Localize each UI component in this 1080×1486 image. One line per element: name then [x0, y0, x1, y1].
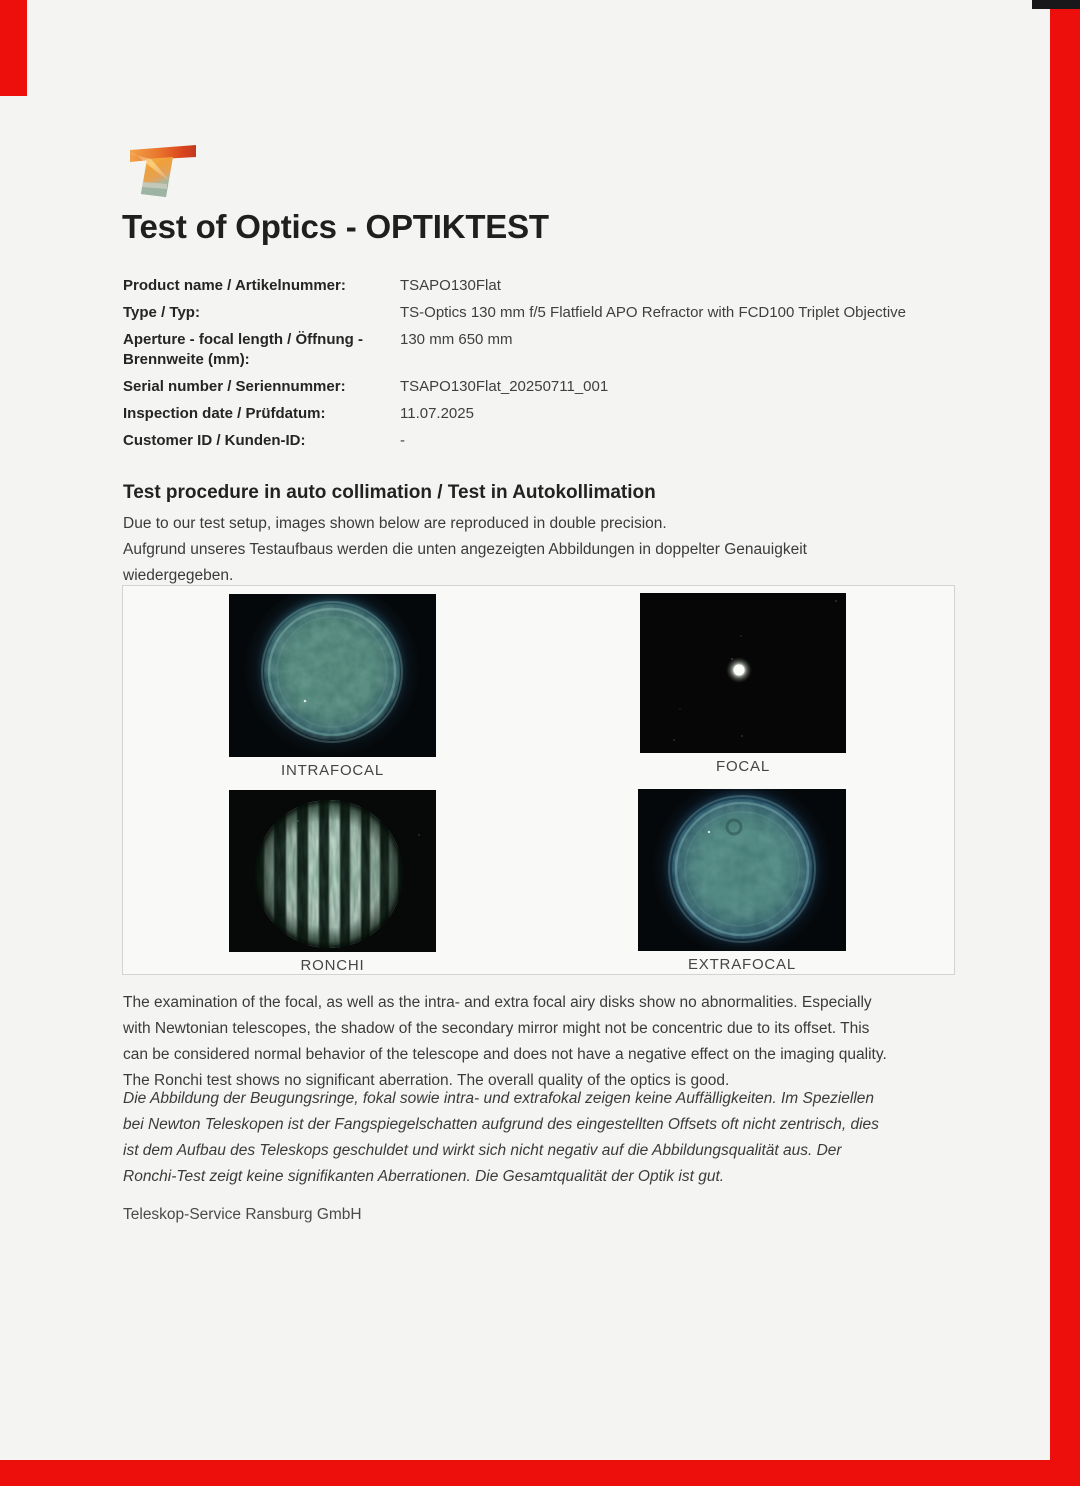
analysis-de-line: ist dem Aufbau des Teleskops geschuldet und wirkt sich nicht negativ auf die Abbildungsqualität aus. Der [123, 1142, 842, 1159]
table-row-value: TSAPO130Flat [400, 277, 501, 294]
focal-photo [640, 593, 846, 753]
intrafocal-label: INTRAFOCAL [280, 762, 384, 779]
table-row-value: TSAPO130Flat_20250711_001 [400, 378, 609, 395]
table-row-label: Type / Typ: [123, 304, 200, 321]
table-row-value: 11.07.2025 [400, 405, 474, 422]
intro-line: Aufgrund unseres Testaufbaus werden die unten angezeigten Abbildungen in doppelter Genauigkeit [123, 541, 807, 558]
product-info-table [123, 276, 958, 451]
scan-edge-right [1050, 0, 1080, 1486]
extrafocal-label: EXTRAFOCAL [687, 956, 797, 973]
analysis-de-line: Die Abbildung der Beugungsringe, fokal sowie intra- und extrafokal zeigen keine Auffälligkeiten. Im Speziellen [123, 1090, 875, 1107]
page-title: Test of Optics - OPTIKTEST [122, 208, 549, 245]
ronchi-label: RONCHI [300, 957, 365, 974]
table-row-label: Product name / Artikelnummer: [123, 277, 346, 294]
ronchi-photo [229, 790, 436, 952]
section-heading: Test procedure in auto collimation / Test in Autokollimation [123, 482, 656, 503]
analysis-de-line: Ronchi-Test zeigt keine signifikanten Aberrationen. Die Gesamtqualität der Optik ist gut. [123, 1168, 725, 1185]
scan-edge-bottom [0, 1460, 1080, 1486]
table-row-label: Aperture - focal length / Öffnung - Brennweite (mm): [123, 331, 363, 368]
table-row-value: TS-Optics 130 mm f/5 Flatfield APO Refractor with FCD100 Triplet Objective [400, 304, 907, 321]
extrafocal-photo [638, 789, 846, 951]
scan-edge-left [0, 0, 27, 96]
extrafocal-figure [638, 789, 846, 973]
analysis-text-de [123, 1086, 955, 1190]
ts-logo-icon [127, 142, 199, 202]
table-row-value: - [400, 432, 405, 449]
company-name: Teleskop-Service Ransburg GmbH [123, 1206, 362, 1223]
table-row-label: Serial number / Seriennummer: [123, 378, 346, 395]
ronchi-figure [229, 790, 436, 974]
intrafocal-photo [229, 594, 436, 757]
analysis-de-line: bei Newton Teleskopen ist der Fangspiegelschatten aufgrund des eingestellten Offsets oft nicht zentrisch, dies [123, 1116, 879, 1133]
table-row-label: Customer ID / Kunden-ID: [123, 432, 306, 449]
focal-figure [640, 593, 846, 775]
analysis-en-line: can be considered normal behavior of the telescope and does not have a negative effect on the imaging quality. [123, 1046, 887, 1063]
section-intro [123, 511, 958, 589]
analysis-en-line: with Newtonian telescopes, the shadow of the secondary mirror might not be concentric due to its offset. This [123, 1020, 870, 1037]
analysis-en-line: The examination of the focal, as well as the intra- and extra focal airy disks show no abnormalities. Especially [123, 994, 872, 1011]
scan-edge-top-right-dark [1032, 0, 1080, 9]
analysis-text-en [123, 990, 955, 1094]
intrafocal-figure [229, 594, 436, 779]
focal-label: FOCAL [715, 758, 770, 775]
table-row-label: Inspection date / Prüfdatum: [123, 405, 326, 422]
analysis-en-line: The Ronchi test shows no significant aberration. The overall quality of the optics is good. [123, 1072, 730, 1089]
intro-line: wiedergegeben. [123, 567, 234, 584]
intro-line: Due to our test setup, images shown below are reproduced in double precision. [123, 515, 667, 532]
test-images-panel [122, 585, 955, 975]
table-row-value: 130 mm 650 mm [400, 331, 513, 348]
